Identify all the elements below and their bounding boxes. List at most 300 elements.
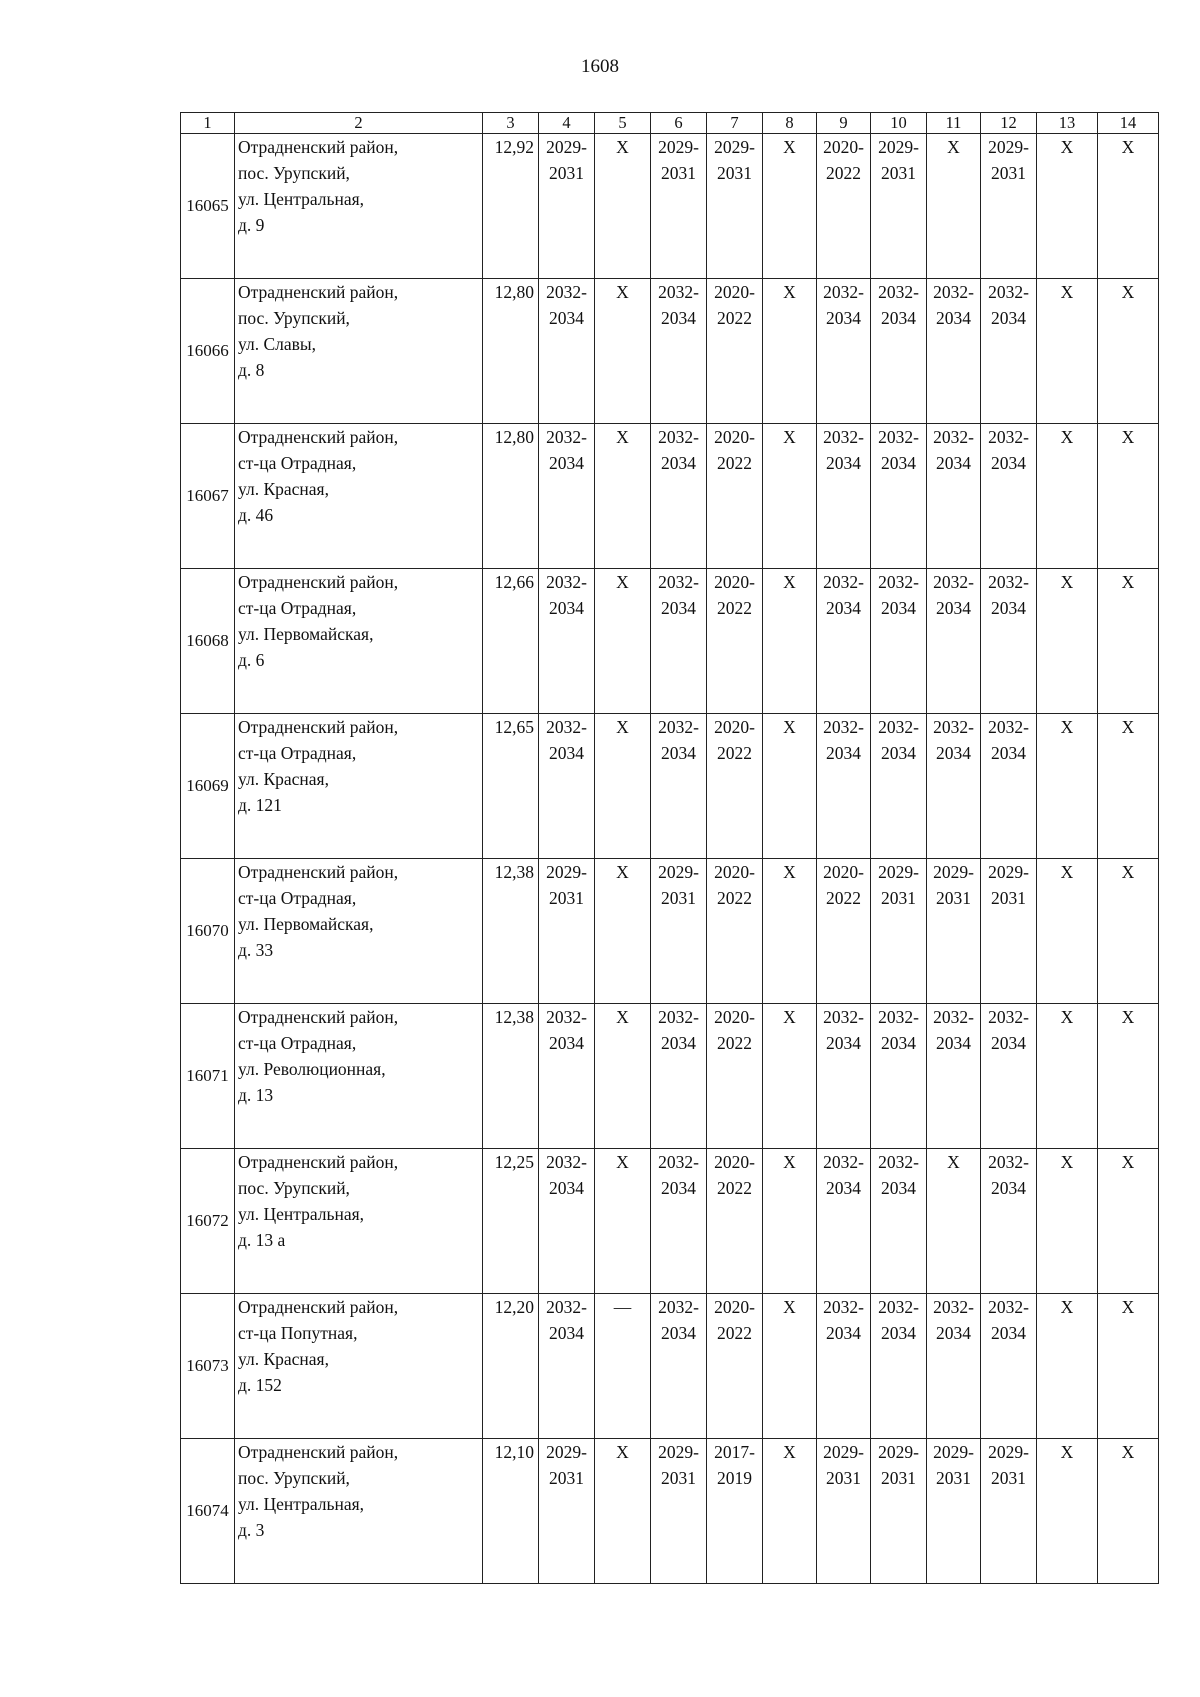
page-number: 1608 xyxy=(581,56,619,77)
period-value: 2032- 2034 xyxy=(658,1007,699,1053)
period-cell xyxy=(871,714,927,859)
period-value: X xyxy=(783,1442,796,1462)
period-value: 2032- 2034 xyxy=(988,282,1029,328)
period-value: 2029- 2031 xyxy=(988,137,1029,183)
column-header: 1 xyxy=(181,113,235,134)
period-cell xyxy=(539,1149,595,1294)
period-value: X xyxy=(1121,717,1135,737)
table-row xyxy=(181,714,1159,859)
period-cell xyxy=(1098,859,1159,1004)
period-cell xyxy=(539,1004,595,1149)
period-cell xyxy=(817,1149,871,1294)
period-value: 2032- 2034 xyxy=(658,282,699,328)
period-cell xyxy=(981,1439,1037,1584)
period-value: 2020- 2022 xyxy=(714,572,755,618)
period-cell xyxy=(1098,424,1159,569)
period-cell xyxy=(817,134,871,279)
address-line: ст-ца Отрадная, xyxy=(238,1033,357,1053)
period-value: 2032- 2034 xyxy=(988,1297,1029,1343)
table-row xyxy=(181,1294,1159,1439)
address-line: ул. Красная, xyxy=(238,479,329,499)
period-cell xyxy=(595,569,651,714)
period-cell xyxy=(927,569,981,714)
period-cell xyxy=(871,1004,927,1149)
period-cell xyxy=(651,714,707,859)
table-row xyxy=(181,134,1159,279)
period-value: X xyxy=(616,1442,629,1462)
column-header: 11 xyxy=(927,113,981,134)
period-cell xyxy=(651,424,707,569)
address-cell xyxy=(235,569,483,714)
address-line: пос. Урупский, xyxy=(238,163,350,183)
period-value: 2032- 2034 xyxy=(933,1007,974,1053)
area-cell: 12,80 xyxy=(483,424,539,569)
period-value: X xyxy=(616,717,629,737)
period-cell xyxy=(763,714,817,859)
row-id: 16069 xyxy=(181,714,235,859)
period-cell xyxy=(981,134,1037,279)
period-cell xyxy=(595,1294,651,1439)
period-cell xyxy=(981,424,1037,569)
address-cell xyxy=(235,134,483,279)
period-cell xyxy=(817,279,871,424)
period-value: 2029- 2031 xyxy=(546,1442,587,1488)
period-cell xyxy=(651,279,707,424)
period-value: 2020- 2022 xyxy=(714,862,755,908)
column-header: 10 xyxy=(871,113,927,134)
row-id: 16072 xyxy=(181,1149,235,1294)
address-line: д. 13 xyxy=(238,1085,274,1105)
period-value: X xyxy=(1121,862,1135,882)
period-value: 2032- 2034 xyxy=(878,282,919,328)
period-cell xyxy=(871,859,927,1004)
period-value: X xyxy=(1121,282,1135,302)
address-cell xyxy=(235,714,483,859)
period-value: 2029- 2031 xyxy=(878,1442,919,1488)
period-cell xyxy=(1098,714,1159,859)
period-cell xyxy=(763,859,817,1004)
row-id: 16066 xyxy=(181,279,235,424)
period-value: 2029- 2031 xyxy=(823,1442,864,1488)
period-value: 2032- 2034 xyxy=(658,1297,699,1343)
row-id: 16065 xyxy=(181,134,235,279)
period-value: 2032- 2034 xyxy=(878,572,919,618)
period-value: 2032- 2034 xyxy=(823,572,864,618)
period-value: 2020- 2022 xyxy=(823,862,864,908)
period-value: 2032- 2034 xyxy=(878,1007,919,1053)
area-cell: 12,25 xyxy=(483,1149,539,1294)
address-cell xyxy=(235,279,483,424)
address-line: ст-ца Отрадная, xyxy=(238,598,357,618)
period-cell xyxy=(539,1439,595,1584)
period-cell xyxy=(595,1149,651,1294)
period-cell xyxy=(707,569,763,714)
period-cell xyxy=(539,569,595,714)
period-cell xyxy=(1098,279,1159,424)
address-cell xyxy=(235,1439,483,1584)
column-header: 6 xyxy=(651,113,707,134)
period-cell xyxy=(817,569,871,714)
period-cell xyxy=(1037,1004,1098,1149)
column-header: 2 xyxy=(235,113,483,134)
period-cell xyxy=(927,1439,981,1584)
column-header: 9 xyxy=(817,113,871,134)
period-value: 2020- 2022 xyxy=(714,282,755,328)
period-value: 2029- 2031 xyxy=(988,1442,1029,1488)
address-line: пос. Урупский, xyxy=(238,308,350,328)
period-cell xyxy=(707,279,763,424)
period-cell xyxy=(927,279,981,424)
period-value: 2032- 2034 xyxy=(933,1297,974,1343)
period-cell xyxy=(1037,424,1098,569)
period-value: X xyxy=(1121,572,1135,592)
period-cell xyxy=(595,1004,651,1149)
period-cell xyxy=(595,714,651,859)
address-line: ул. Красная, xyxy=(238,1349,329,1369)
period-cell xyxy=(1037,134,1098,279)
period-value: X xyxy=(783,137,796,157)
period-value: 2020- 2022 xyxy=(714,427,755,473)
period-cell xyxy=(763,569,817,714)
table-row xyxy=(181,1439,1159,1584)
period-value: 2032- 2034 xyxy=(878,717,919,763)
period-value: X xyxy=(783,862,796,882)
period-cell xyxy=(1037,859,1098,1004)
table-body xyxy=(181,113,1159,1584)
period-cell xyxy=(651,134,707,279)
period-value: 2032- 2034 xyxy=(988,1007,1029,1053)
table-row xyxy=(181,859,1159,1004)
period-value: X xyxy=(1121,1442,1135,1462)
period-cell xyxy=(595,134,651,279)
period-cell xyxy=(707,1439,763,1584)
period-cell xyxy=(927,424,981,569)
column-header: 12 xyxy=(981,113,1037,134)
address-line: Отрадненский район, xyxy=(238,282,399,302)
period-cell xyxy=(539,279,595,424)
period-value: 2029- 2031 xyxy=(878,862,919,908)
row-id: 16070 xyxy=(181,859,235,1004)
period-cell xyxy=(1098,1294,1159,1439)
period-value: 2032- 2034 xyxy=(546,1007,587,1053)
table-row xyxy=(181,1004,1159,1149)
address-line: Отрадненский район, xyxy=(238,1007,399,1027)
period-value: X xyxy=(1121,1297,1135,1317)
period-value: X xyxy=(947,1152,960,1172)
address-line: пос. Урупский, xyxy=(238,1178,350,1198)
address-line: Отрадненский район, xyxy=(238,427,399,447)
period-cell xyxy=(539,714,595,859)
address-line: Отрадненский район, xyxy=(238,862,399,882)
period-value: X xyxy=(1060,1297,1074,1317)
period-value: X xyxy=(947,137,960,157)
period-value: 2032- 2034 xyxy=(823,717,864,763)
period-value: 2032- 2034 xyxy=(546,1152,587,1198)
period-value: X xyxy=(783,427,796,447)
period-cell xyxy=(539,424,595,569)
period-cell xyxy=(927,1294,981,1439)
address-line: д. 121 xyxy=(238,795,282,815)
period-value: X xyxy=(616,1152,629,1172)
address-cell xyxy=(235,859,483,1004)
address-line: д. 6 xyxy=(238,650,265,670)
period-cell xyxy=(927,134,981,279)
period-value: 2029- 2031 xyxy=(546,137,587,183)
period-value: X xyxy=(783,1007,796,1027)
period-value: X xyxy=(1060,1442,1074,1462)
address-line: ул. Центральная, xyxy=(238,189,365,209)
period-cell xyxy=(1037,1149,1098,1294)
period-value: 2032- 2034 xyxy=(546,1297,587,1343)
address-line: ул. Центральная, xyxy=(238,1204,365,1224)
column-header: 13 xyxy=(1037,113,1098,134)
period-cell xyxy=(1037,714,1098,859)
period-value: 2032- 2034 xyxy=(823,282,864,328)
period-value: 2029- 2031 xyxy=(546,862,587,908)
period-value: X xyxy=(783,1297,796,1317)
period-cell xyxy=(707,1004,763,1149)
period-value: X xyxy=(1121,137,1135,157)
period-cell xyxy=(927,714,981,859)
address-line: ст-ца Попутная, xyxy=(238,1323,358,1343)
period-cell xyxy=(871,1294,927,1439)
address-line: ул. Первомайская, xyxy=(238,914,374,934)
address-line: пос. Урупский, xyxy=(238,1468,350,1488)
area-cell: 12,10 xyxy=(483,1439,539,1584)
period-cell xyxy=(707,1149,763,1294)
period-cell xyxy=(817,1439,871,1584)
period-value: X xyxy=(1060,282,1074,302)
period-cell xyxy=(1037,569,1098,714)
area-cell: 12,80 xyxy=(483,279,539,424)
period-cell xyxy=(763,1439,817,1584)
period-cell xyxy=(871,1439,927,1584)
period-value: 2032- 2034 xyxy=(988,717,1029,763)
period-value: 2020- 2022 xyxy=(714,1297,755,1343)
period-cell xyxy=(707,134,763,279)
period-value: 2029- 2031 xyxy=(933,862,974,908)
period-value: 2032- 2034 xyxy=(546,572,587,618)
address-line: ул. Красная, xyxy=(238,769,329,789)
period-cell xyxy=(927,859,981,1004)
area-cell: 12,38 xyxy=(483,859,539,1004)
period-value: X xyxy=(616,137,629,157)
address-line: Отрадненский район, xyxy=(238,717,399,737)
address-line: ст-ца Отрадная, xyxy=(238,888,357,908)
period-cell xyxy=(981,1149,1037,1294)
row-id: 16068 xyxy=(181,569,235,714)
period-cell xyxy=(817,1004,871,1149)
address-line: д. 152 xyxy=(238,1375,282,1395)
address-line: д. 8 xyxy=(238,360,265,380)
address-line: ул. Славы, xyxy=(238,334,317,354)
period-value: 2032- 2034 xyxy=(658,1152,699,1198)
period-cell xyxy=(595,424,651,569)
period-value: 2017- 2019 xyxy=(714,1442,755,1488)
period-value: 2029- 2031 xyxy=(714,137,755,183)
period-cell xyxy=(871,569,927,714)
period-cell xyxy=(817,424,871,569)
period-value: X xyxy=(1060,572,1074,592)
address-line: д. 3 xyxy=(238,1520,265,1540)
period-value: X xyxy=(1121,1152,1135,1172)
period-value: 2029- 2031 xyxy=(658,1442,699,1488)
period-value: 2032- 2034 xyxy=(878,427,919,473)
period-value: 2020- 2022 xyxy=(823,137,864,183)
period-value: X xyxy=(1060,137,1074,157)
period-cell xyxy=(1037,279,1098,424)
column-header-row xyxy=(181,113,1159,134)
period-value: 2032- 2034 xyxy=(988,1152,1029,1198)
period-cell xyxy=(1098,1149,1159,1294)
period-value: 2029- 2031 xyxy=(658,862,699,908)
address-line: ул. Первомайская, xyxy=(238,624,374,644)
column-header: 8 xyxy=(763,113,817,134)
period-cell xyxy=(651,1294,707,1439)
period-cell xyxy=(1098,569,1159,714)
period-value: — xyxy=(613,1297,632,1317)
area-cell: 12,38 xyxy=(483,1004,539,1149)
area-cell: 12,20 xyxy=(483,1294,539,1439)
table-row xyxy=(181,1149,1159,1294)
period-value: 2032- 2034 xyxy=(546,282,587,328)
period-cell xyxy=(763,134,817,279)
period-value: 2029- 2031 xyxy=(658,137,699,183)
address-line: ул. Революционная, xyxy=(238,1059,386,1079)
period-value: X xyxy=(616,427,629,447)
period-value: X xyxy=(616,1007,629,1027)
table-row xyxy=(181,279,1159,424)
period-cell xyxy=(981,859,1037,1004)
period-cell xyxy=(817,714,871,859)
period-cell xyxy=(981,714,1037,859)
period-cell xyxy=(1037,1294,1098,1439)
period-cell xyxy=(927,1149,981,1294)
period-value: X xyxy=(1121,1007,1135,1027)
period-value: 2032- 2034 xyxy=(933,717,974,763)
period-cell xyxy=(651,1439,707,1584)
column-header: 7 xyxy=(707,113,763,134)
period-cell xyxy=(651,569,707,714)
period-value: 2032- 2034 xyxy=(933,427,974,473)
period-value: X xyxy=(783,572,796,592)
period-cell xyxy=(763,424,817,569)
address-line: д. 46 xyxy=(238,505,274,525)
period-value: 2032- 2034 xyxy=(878,1152,919,1198)
period-value: 2032- 2034 xyxy=(988,572,1029,618)
period-cell xyxy=(707,714,763,859)
period-cell xyxy=(927,1004,981,1149)
period-cell xyxy=(651,859,707,1004)
address-line: Отрадненский район, xyxy=(238,572,399,592)
period-cell xyxy=(707,859,763,1004)
period-cell xyxy=(817,1294,871,1439)
period-value: 2032- 2034 xyxy=(823,1297,864,1343)
period-value: 2032- 2034 xyxy=(878,1297,919,1343)
period-cell xyxy=(763,1004,817,1149)
address-cell xyxy=(235,1149,483,1294)
address-cell xyxy=(235,424,483,569)
period-value: X xyxy=(616,862,629,882)
period-value: 2032- 2034 xyxy=(658,717,699,763)
period-cell xyxy=(871,134,927,279)
period-value: 2029- 2031 xyxy=(878,137,919,183)
period-value: X xyxy=(1060,1152,1074,1172)
table-row xyxy=(181,569,1159,714)
period-value: X xyxy=(616,282,629,302)
period-value: 2032- 2034 xyxy=(823,1152,864,1198)
column-header: 5 xyxy=(595,113,651,134)
period-cell xyxy=(763,279,817,424)
row-id: 16067 xyxy=(181,424,235,569)
table-row xyxy=(181,424,1159,569)
period-cell xyxy=(539,1294,595,1439)
period-value: 2032- 2034 xyxy=(658,572,699,618)
period-cell xyxy=(981,1294,1037,1439)
row-id: 16074 xyxy=(181,1439,235,1584)
period-value: 2020- 2022 xyxy=(714,1152,755,1198)
period-cell xyxy=(1098,1439,1159,1584)
period-value: X xyxy=(783,1152,796,1172)
period-cell xyxy=(817,859,871,1004)
period-cell xyxy=(707,1294,763,1439)
column-header: 14 xyxy=(1098,113,1159,134)
address-line: д. 33 xyxy=(238,940,274,960)
period-value: 2029- 2031 xyxy=(933,1442,974,1488)
period-value: X xyxy=(1121,427,1135,447)
period-cell xyxy=(651,1004,707,1149)
period-value: X xyxy=(783,282,796,302)
period-cell xyxy=(871,1149,927,1294)
area-cell: 12,66 xyxy=(483,569,539,714)
area-cell: 12,92 xyxy=(483,134,539,279)
period-cell xyxy=(539,859,595,1004)
address-line: д. 13 а xyxy=(238,1230,286,1250)
period-value: X xyxy=(616,572,629,592)
period-cell xyxy=(1037,1439,1098,1584)
period-value: 2032- 2034 xyxy=(658,427,699,473)
row-id: 16073 xyxy=(181,1294,235,1439)
period-cell xyxy=(651,1149,707,1294)
period-value: 2032- 2034 xyxy=(988,427,1029,473)
period-cell xyxy=(539,134,595,279)
period-cell xyxy=(871,424,927,569)
address-cell xyxy=(235,1294,483,1439)
period-cell xyxy=(1098,134,1159,279)
period-value: 2032- 2034 xyxy=(823,1007,864,1053)
row-id: 16071 xyxy=(181,1004,235,1149)
address-line: ст-ца Отрадная, xyxy=(238,453,357,473)
period-value: X xyxy=(1060,427,1074,447)
column-header: 4 xyxy=(539,113,595,134)
period-value: X xyxy=(1060,717,1074,737)
period-value: 2029- 2031 xyxy=(988,862,1029,908)
address-line: Отрадненский район, xyxy=(238,1442,399,1462)
period-cell xyxy=(981,279,1037,424)
address-line: д. 9 xyxy=(238,215,265,235)
address-line: ст-ца Отрадная, xyxy=(238,743,357,763)
address-line: ул. Центральная, xyxy=(238,1494,365,1514)
period-value: X xyxy=(783,717,796,737)
period-value: 2020- 2022 xyxy=(714,717,755,763)
address-cell xyxy=(235,1004,483,1149)
period-cell xyxy=(981,569,1037,714)
period-cell xyxy=(595,859,651,1004)
period-value: 2020- 2022 xyxy=(714,1007,755,1053)
period-value: X xyxy=(1060,1007,1074,1027)
address-line: Отрадненский район, xyxy=(238,137,399,157)
period-cell xyxy=(871,279,927,424)
